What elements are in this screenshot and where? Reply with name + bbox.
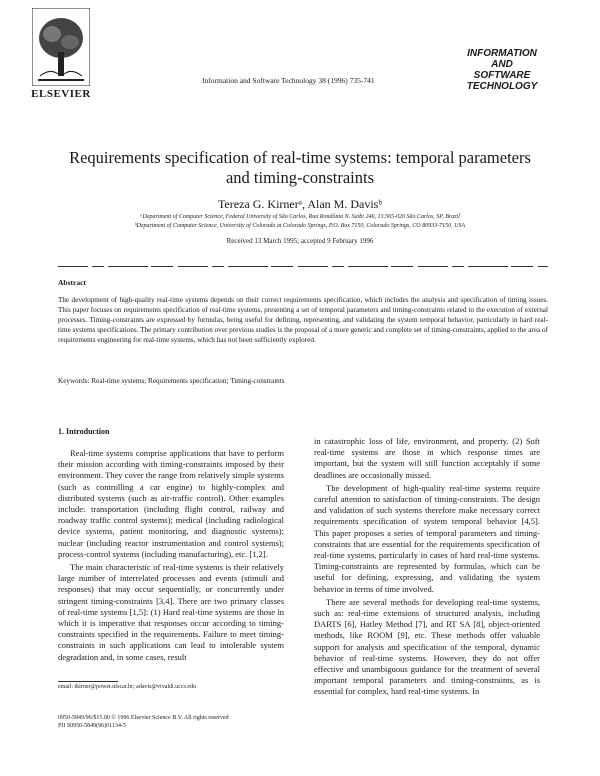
publisher-name: ELSEVIER — [31, 88, 91, 100]
affiliation-b: ᵇDepartment of Computer Science, University of Colorado at Colorado Springs, P.O. Box 7150, Colorado Springs, CO 80933-7150, USA — [134, 223, 466, 229]
paragraph: in catastrophic loss of life, environment, and property. (2) Soft real-time systems are those in which response times are important, but the system will still function acceptably if some deadlines are occasionally missed. — [314, 436, 540, 480]
received-date: Received 13 March 1995; accepted 9 February 1996 — [226, 237, 374, 245]
abstract-text: The development of high-quality real-time systems depends on their correct requirements specification, which includes the analysis and specification of timing issues. This paper focuses on requirements specification of real-time systems, presenting a set of temporal parameters and timing-constraints related to the execution of external processes. Timing-constraints are expressed by formulas, being useful for defining, representing, and validating the system temporal behavior, particularly in hard real-time systems specifications. The primary contribution over previous studies is the proposal of a more generic and complete set of timing-constraints, applied to the area of requirements engineering for real-time systems, which has not been sufficiently explored. — [58, 296, 548, 344]
elsevier-tree-icon — [32, 8, 90, 86]
footnote: email: tkirner@power.ufscar.br; adavis@vivaldi.uccs.edu — [58, 684, 197, 690]
right-column — [314, 436, 540, 698]
affiliation-a: ᵃDepartment of Computer Science, Federal University of São Carlos, Rua Rondônia N. Saibi 246, 13.565-020 São Carlos, SP, Brazil — [140, 214, 460, 220]
footnote-rule — [58, 681, 118, 682]
journal-logo-line: SOFTWARE — [473, 70, 531, 81]
paragraph: Real-time systems comprise applications that have to perform their mission according with timing-constraints imposed by their environment. They cover the range from relatively simple systems (such as controlling a car engine) to highly-complex and distributed systems (such as air-traffic control). Other examples include: transportation (including flight control, railway and roadway traffic control systems); medical (including radiological device systems, patient monitoring, and diagnostic systems); nuclear (including reactor instrumentation and control systems); process-control systems (including manufacturing), etc. [1,2]. — [58, 448, 284, 559]
authors: Tereza G. Kirnerᵃ, Alan M. Davisᵇ — [217, 197, 383, 211]
elsevier-logo — [26, 8, 96, 100]
pii-line: PII S0950-5849(96)01134-5 — [58, 723, 126, 729]
copyright-notice — [58, 714, 229, 730]
journal-logo-line: INFORMATION — [467, 48, 537, 59]
journal-citation: Information and Software Technology 38 (1996) 735-741 — [202, 76, 375, 85]
paragraph: The main characteristic of real-time systems is their relatively large number of interrelated processes and events (stimuli and responses) that may occur sequentially, or concurrently under stringent timing-constraints [3,4]. There are two primary classes of real-time systems [1,5]: (1) Hard real-time systems are those in which it is imperative that responses occur according to timing-constraints specified in the requirements. Failure to meet timing-constraints in such applications can lead to intolerable system degradation and, in some cases, result — [58, 562, 284, 662]
title-line: and timing-constraints — [225, 168, 375, 187]
journal-logo-line: TECHNOLOGY — [466, 81, 538, 92]
copyright-line: 0950-5849/96/$15.00 © 1996 Elsevier Science B.V. All rights reserved — [58, 715, 229, 721]
paper-title — [40, 148, 560, 188]
keywords: Keywords: Real-time systems; Requirements specification; Timing-constraints — [58, 377, 285, 385]
left-column — [58, 448, 284, 663]
title-line: Requirements specification of real-time systems: temporal parameters — [69, 148, 531, 167]
paragraph: There are several methods for developing real-time systems, such as: real-time extensions of structured analysis, including DARTS [6], Hatley Method [7], and RT SA [8], object-oriented methods, like ROOM [9], etc. These methods offer valuable support for analysis and specification of the temporal, dynamic behavior of real-time systems. However, they do not offer effective and unambiguous guidance for the treatment of several important temporal parameters and timing-constraints, as is essential for complex, hard real-time systems. In — [314, 596, 540, 697]
section-heading: 1. Introduction — [58, 427, 110, 436]
paragraph: The development of high-quality real-time systems require careful attention to satisfaction of timing-constraints. The design and validation of such systems therefore make necessary correct requirements specification of system temporal behavior [4,5]. This paper proposes a series of temporal parameters and timing-constraints that are essential for the requirements specification of real-time systems, particularly in cases of hard real-time systems. Timing-constraints are represented by formulas, which can be useful for defining, expressing, and validating the system behavior in terms of time involved. — [314, 482, 540, 594]
abstract-heading: Abstract — [58, 278, 86, 287]
journal-logo — [452, 48, 552, 92]
separator-rule — [58, 266, 548, 267]
journal-logo-line: AND — [491, 59, 513, 70]
